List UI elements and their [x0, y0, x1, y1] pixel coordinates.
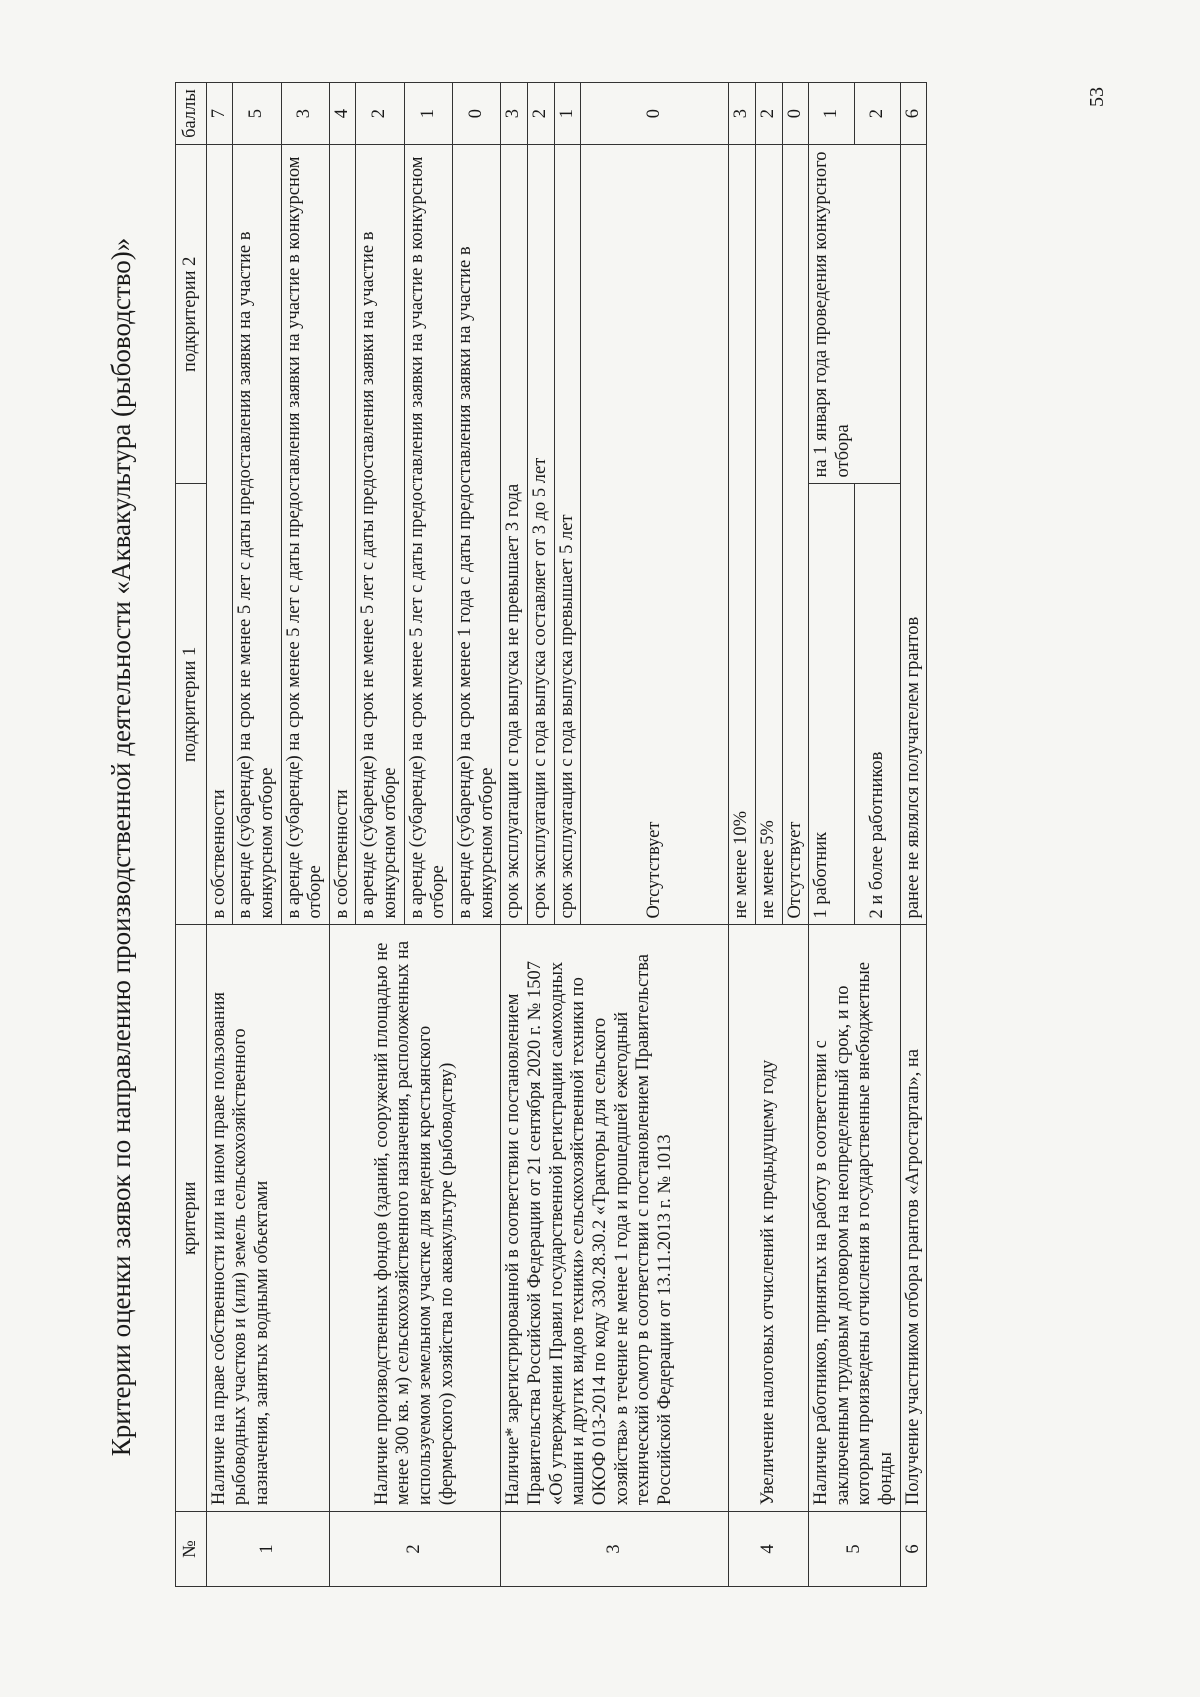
points-cell: 2: [854, 83, 900, 145]
subcriteria-cell: в аренде (субаренде) на срок менее 5 лет с даты предоставления заявки на участие в конкурсном отборе: [281, 145, 329, 925]
criteria-table: [175, 82, 927, 1587]
subcriteria-cell: не менее 5%: [755, 145, 782, 925]
subcriteria-cell: срок эксплуатации с года выпуска составляет от 3 до 5 лет: [527, 145, 554, 925]
row-number: 6: [900, 1512, 927, 1587]
criteria-cell: Получение участником отбора грантов «Агростартап», на: [900, 925, 927, 1512]
row-number: 4: [729, 1512, 809, 1587]
subcriteria-cell: 2 и более работников: [854, 484, 900, 925]
points-cell: 5: [233, 83, 281, 145]
row-number: 5: [809, 1512, 901, 1587]
subcriteria-cell: срок эксплуатации с года выпуска превышает 5 лет: [554, 145, 581, 925]
row-number: 2: [329, 1512, 500, 1587]
points-cell: 2: [527, 83, 554, 145]
header-subcriteria-2: подкритерии 2: [176, 145, 207, 484]
criteria-cell: Наличие работников, принятых на работу в соответствии с заключенным трудовым договором на неопределенный срок, и по которым произведены отчисления в государственные внебюджетные фонды: [809, 925, 901, 1512]
table-row: [206, 83, 233, 1587]
header-criteria: критерии: [176, 925, 207, 1512]
criteria-cell: Наличие производственных фондов (зданий, сооружений площадью не менее 300 кв. м) сельскохозяйственного назначения, расположенных на используемом земельном участке для ведения крестьянского (фермерского) хозяйства по аквакультуре (рыбоводству): [329, 925, 500, 1512]
points-cell: 3: [281, 83, 329, 145]
header-subcriteria-1: подкритерии 1: [176, 484, 207, 925]
table-row: [809, 83, 855, 1587]
page-number: 53: [1086, 87, 1108, 107]
row-number: 1: [206, 1512, 329, 1587]
points-cell: 2: [755, 83, 782, 145]
table-row: [501, 83, 528, 1587]
table-row: [329, 83, 356, 1587]
subcriteria-cell: в аренде (субаренде) на срок менее 5 лет с даты предоставления заявки на участие в конкурсном отборе: [404, 145, 452, 925]
table-row: [900, 83, 927, 1587]
points-cell: 1: [809, 83, 855, 145]
subcriteria-cell: 1 работник: [809, 484, 855, 925]
subcriteria-cell: Отсутствует: [782, 145, 809, 925]
page-title: Критерии оценки заявок по направлению производственной деятельности «Аквакультура (рыбоводство)»: [106, 237, 136, 1457]
criteria-cell: Наличие на праве собственности или на ином праве пользования рыбоводных участков и (или) земель сельскохозяйственного назначения, занятых водными объектами: [206, 925, 329, 1512]
subcriteria-2-cell: на 1 января года проведения конкурсного отбора: [809, 145, 901, 484]
subcriteria-cell: в собственности: [329, 145, 356, 925]
subcriteria-cell: не менее 10%: [729, 145, 756, 925]
points-cell: 3: [501, 83, 528, 145]
subcriteria-cell: Отсутствует: [581, 145, 729, 925]
row-number: 3: [501, 1512, 729, 1587]
subcriteria-cell: срок эксплуатации с года выпуска не превышает 3 года: [501, 145, 528, 925]
table-row: [729, 83, 756, 1587]
points-cell: 0: [453, 83, 501, 145]
points-cell: 1: [404, 83, 452, 145]
subcriteria-cell: ранее не являлся получателем грантов: [900, 145, 927, 925]
points-cell: 1: [554, 83, 581, 145]
points-cell: 0: [581, 83, 729, 145]
points-cell: 7: [206, 83, 233, 145]
subcriteria-cell: в аренде (субаренде) на срок не менее 5 лет с даты предоставления заявки на участие в конкурсном отборе: [356, 145, 404, 925]
points-cell: 4: [329, 83, 356, 145]
criteria-cell: Увеличение налоговых отчислений к предыдущему году: [729, 925, 809, 1512]
points-cell: 2: [356, 83, 404, 145]
table-header-row: [176, 83, 207, 1587]
header-num: №: [176, 1512, 207, 1587]
points-cell: 3: [729, 83, 756, 145]
points-cell: 0: [782, 83, 809, 145]
subcriteria-cell: в аренде (субаренде) на срок менее 1 года с даты предоставления заявки на участие в конкурсном отборе: [453, 145, 501, 925]
subcriteria-cell: в собственности: [206, 145, 233, 925]
criteria-cell: Наличие* зарегистрированной в соответствии с постановлением Правительства Российской Федерации от 21 сентября 2020 г. № 1507 «Об утверждении Правил государственной регистрации самоходных машин и других видов техники» сельскохозяйственной техники по ОКОФ 013-2014 по коду 330.28.30.2 «Тракторы для сельского хозяйства» в течение не менее 1 года и прошедшей ежегодный технический осмотр в соответствии с постановлением Правительства Российской Федерации от 13.11.2013 г. № 1013: [501, 925, 729, 1512]
points-cell: 6: [900, 83, 927, 145]
subcriteria-cell: в аренде (субаренде) на срок не менее 5 лет с даты предоставления заявки на участие в конкурсном отборе: [233, 145, 281, 925]
header-points: баллы: [176, 83, 207, 145]
